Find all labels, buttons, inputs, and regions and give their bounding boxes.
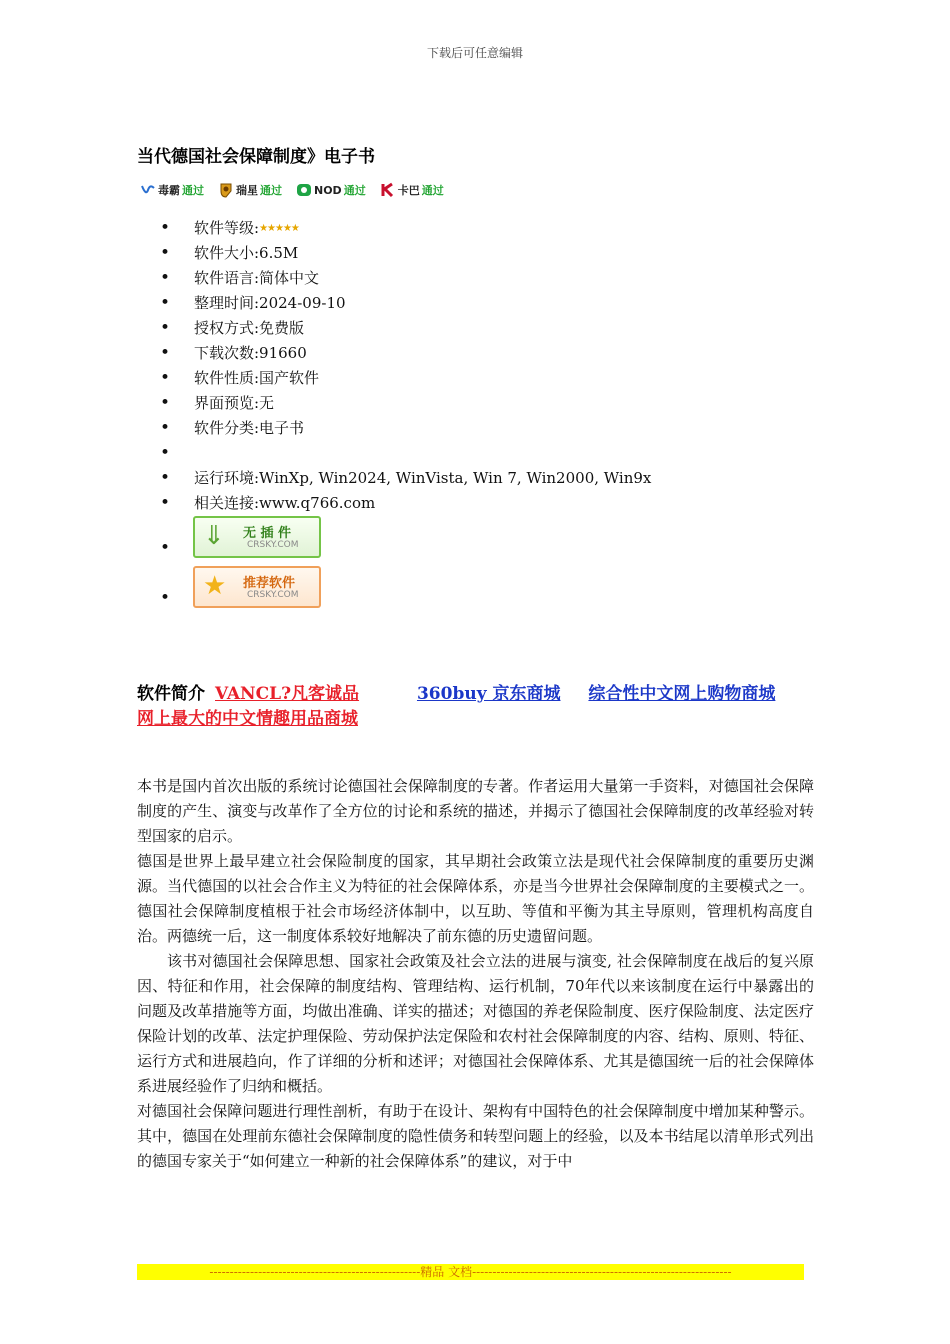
book-description	[137, 774, 814, 1174]
paragraph: 对德国社会保障问题进行理性剖析，有助于在设计、架构有中国特色的社会保障制度中增加某种警示。其中，德国在处理前东德社会保障制度的隐性债务和转型问题上的经验，以及本书结尾以清单形式列出的德国专家关于“如何建立一种新的社会保障体系”的建议，对于中	[137, 1102, 814, 1170]
badge-name: 瑞星	[236, 184, 258, 197]
shopping-mall-link[interactable]: 综合性中文网上购物商城	[588, 684, 776, 704]
recommend-button[interactable]	[193, 566, 321, 608]
download-arrow-icon: ⇓	[203, 521, 225, 551]
badge-name: 毒霸	[158, 184, 180, 197]
badge-name: NOD	[314, 183, 342, 197]
rating-stars-icon: ★★★★★	[259, 223, 299, 234]
nod-icon	[296, 182, 312, 198]
vancl-link[interactable]: VANCL?凡客诚品	[215, 684, 360, 704]
rating-label: 软件等级:	[194, 219, 260, 237]
duba-icon	[140, 182, 156, 198]
intro-label: 软件简介	[137, 684, 205, 704]
info-preview: • 界面预览:无	[160, 391, 651, 416]
recommend-label: 推荐软件	[243, 576, 296, 591]
badge-pass: 通过	[343, 184, 366, 197]
badge-nod	[296, 182, 366, 198]
info-nature: • 软件性质:国产软件	[160, 366, 651, 391]
badge-pass: 通过	[421, 184, 444, 197]
jd-link[interactable]: 360buy 京东商城	[416, 684, 561, 704]
info-license: • 授权方式:免费版	[160, 316, 651, 341]
info-language: • 软件语言:简体中文	[160, 266, 651, 291]
no-plugin-button[interactable]	[193, 516, 321, 558]
info-downloads: • 下载次数:91660	[160, 341, 651, 366]
kaspersky-icon	[380, 182, 396, 198]
intro-heading	[137, 682, 827, 732]
paragraph: 本书是国内首次出版的系统讨论德国社会保障制度的专著。作者运用大量第一手资料，对德国社会保障制度的产生、演变与改革作了全方位的讨论和系统的描述，并揭示了德国社会保障制度的改革经验对转型国家的启示。	[137, 777, 814, 845]
no-plugin-sub: CRSKY.COM	[247, 540, 299, 550]
no-plugin-label: 无 插 件	[243, 526, 292, 541]
star-icon: ★	[203, 571, 227, 601]
info-env: • 运行环境:WinXp, Win2024, WinVista, Win 7, Win2000, Win9x	[160, 466, 651, 491]
badge-duba	[140, 182, 204, 198]
info-date: • 整理时间:2024-09-10	[160, 291, 651, 316]
info-rating	[160, 216, 651, 241]
antivirus-badges	[140, 182, 444, 198]
bullet-dot: •	[160, 588, 171, 608]
info-empty	[160, 441, 651, 466]
paragraph: 德国是世界上最早建立社会保险制度的国家，其早期社会政策立法是现代社会保障制度的重要历史渊源。当代德国的以社会合作主义为特征的社会保障体系，亦是当今世界社会保障制度的主要模式之一。德国社会保障制度植根于社会市场经济体制中，以互助、等值和平衡为其主导原则，管理机构高度自治。两德统一后，这一制度体系较好地解决了前东德的历史遗留问题。	[137, 852, 814, 945]
badge-pass: 通过	[260, 184, 282, 197]
header-note: 下载后可任意编辑	[426, 46, 523, 60]
paragraph: 该书对德国社会保障思想、国家社会政策及社会立法的进展与演变, 社会保障制度在战后的复兴原因、特征和作用，社会保障的制度结构、管理结构、运行机制，70年代以来该制度在运行中暴露出的问题及改革措施等方面，均做出准确、详实的描述；对德国的养老保险制度、医疗保险制度、法定医疗保险计划的改革、法定护理保险、劳动保护法定保险和农村社会保障制度的内容、结构、原则、特征、运行方式和进展趋向，作了详细的分析和述评；对德国社会保障体系、尤其是德国统一后的社会保障体系进展经验作了归纳和概括。	[137, 952, 814, 1095]
info-category: • 软件分类:电子书	[160, 416, 651, 441]
info-size: • 软件大小:6.5M	[160, 241, 651, 266]
badge-name: 卡巴	[397, 184, 420, 197]
footer-bar: ----------------------------------------------------精品 文档----------------------------------------------------------------	[137, 1264, 804, 1280]
software-info-list	[160, 216, 651, 516]
bullet-dot: •	[160, 538, 171, 558]
badge-rising	[218, 182, 282, 198]
info-link[interactable]: • 相关连接:www.q766.com	[160, 491, 651, 516]
recommend-sub: CRSKY.COM	[247, 590, 299, 600]
rising-icon	[218, 182, 234, 198]
badge-kaspersky	[380, 182, 444, 198]
adult-shop-link[interactable]: 网上最大的中文情趣用品商城	[137, 709, 358, 729]
badge-pass: 通过	[182, 184, 204, 197]
page-title: 当代德国社会保障制度》电子书	[137, 147, 375, 167]
